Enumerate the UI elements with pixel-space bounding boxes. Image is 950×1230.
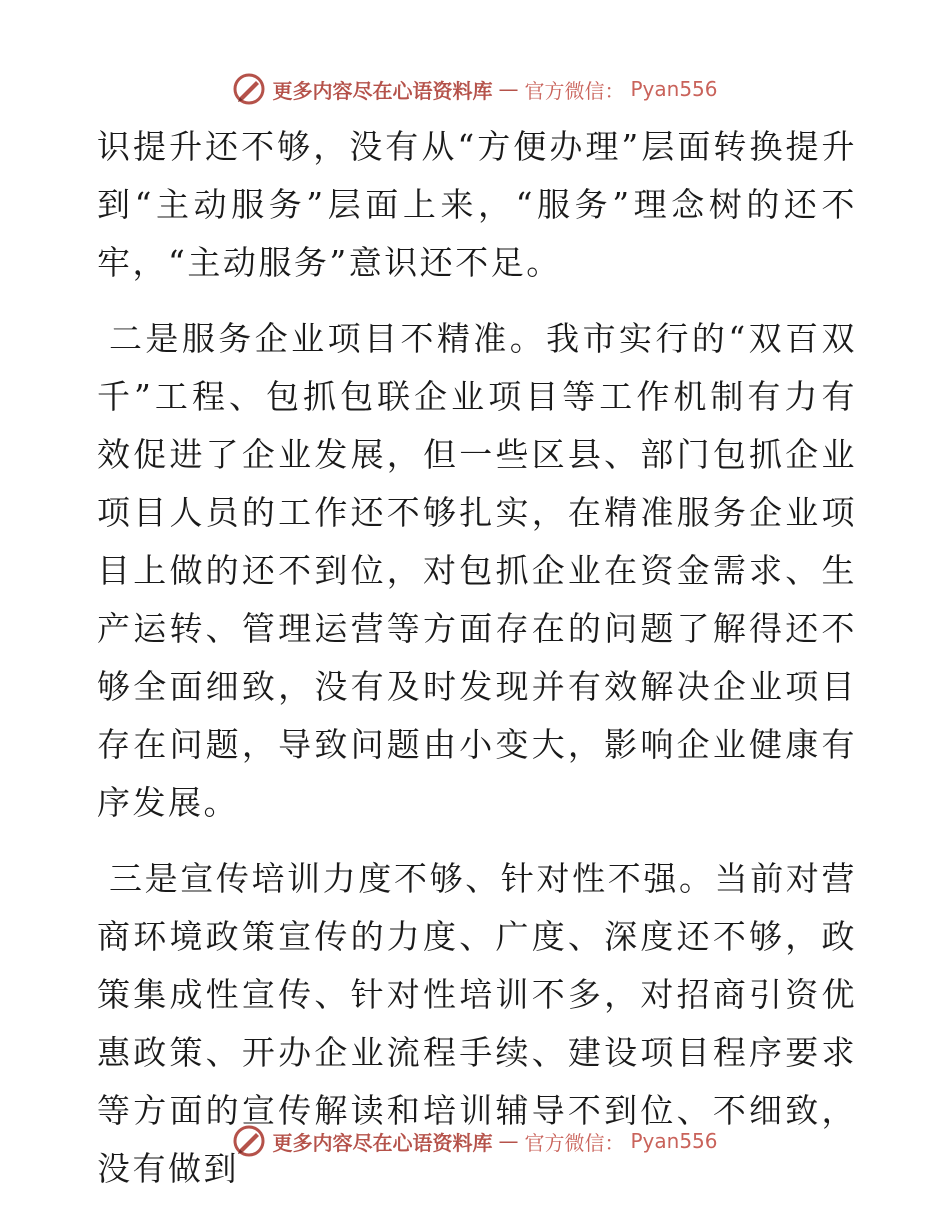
watermark-dash: — — [498, 1129, 519, 1153]
watermark-footer — [0, 1124, 950, 1158]
watermark-header — [0, 72, 950, 106]
document-body — [97, 118, 857, 1198]
pen-logo-icon — [232, 1124, 266, 1158]
watermark-wechat-id: Pyan556 — [630, 1129, 718, 1153]
pen-logo-icon — [232, 72, 266, 106]
paragraph-2: 二是服务企业项目不精准。我市实行的“双百双千”工程、包抓包联企业项目等工作机制有力有效促进了企业发展，但一些区县、部门包抓企业项目人员的工作还不够扎实，在精准服务企业项目上做的还不到位，对包抓企业在资金需求、生产运转、管理运营等方面存在的问题了解得还不够全面细致，没有及时发现并有效解决企业项目存在问题，导致问题由小变大，影响企业健康有序发展。 — [97, 319, 857, 822]
paragraph-3: 三是宣传培训力度不够、针对性不强。当前对营商环境政策宣传的力度、广度、深度还不够，政策集成性宣传、针对性培训不多，对招商引资优惠政策、开办企业流程手续、建设项目程序要求等方面的宣传解读和培训辅导不到位、不细致，没有做到 — [97, 859, 857, 1188]
watermark-wechat-label: 官方微信： — [524, 78, 625, 103]
watermark-title: 更多内容尽在心语资料库 — [272, 78, 493, 103]
watermark-dash: — — [498, 77, 519, 101]
paragraph-1: 识提升还不够，没有从“方便办理”层面转换提升到“主动服务”层面上来，“服务”理念树的还不牢，“主动服务”意识还不足。 — [97, 127, 857, 282]
watermark-wechat-id: Pyan556 — [630, 77, 718, 101]
watermark-title: 更多内容尽在心语资料库 — [272, 1130, 493, 1155]
watermark-wechat-label: 官方微信： — [524, 1130, 625, 1155]
